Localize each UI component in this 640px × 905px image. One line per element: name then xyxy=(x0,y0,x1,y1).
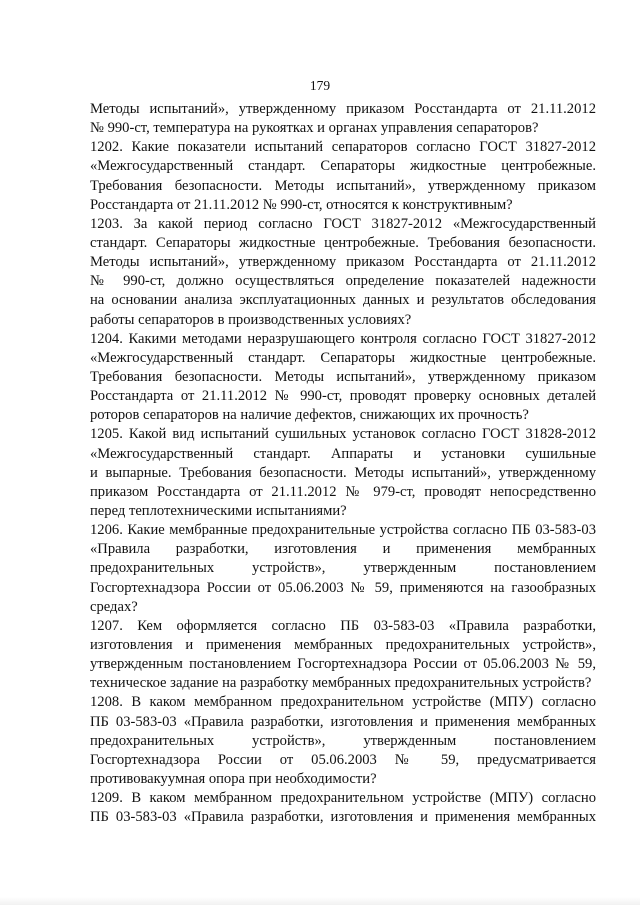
text-line: 1203. За какой период согласно ГОСТ 31827-2012 «Межгосударственный xyxy=(90,215,596,232)
text-line: Росстандарта от 21.11.2012 № 990-ст, относятся к конструктивным? xyxy=(90,196,513,213)
text-line: Росстандарта от 21.11.2012 № 990-ст, проводят проверку основных деталей xyxy=(90,388,596,405)
text-line: Госгортехнадзора России от 05.06.2003 № 59, применяются на газообразных xyxy=(90,579,596,596)
text-line: утвержденным постановлением Госгортехнадзора России от 05.06.2003 № 59, xyxy=(90,656,596,673)
text-line: роторов сепараторов на наличие дефектов, снижающих их прочность? xyxy=(90,407,529,424)
text-line: 1206. Какие мембранные предохранительные устройства согласно ПБ 03-583-03 xyxy=(90,522,596,539)
text-line: «Межгосударственный стандарт. Сепараторы жидкостные центробежные. xyxy=(90,158,596,175)
text-line: 1205. Какой вид испытаний сушильных установок согласно ГОСТ 31828-2012 xyxy=(90,426,596,443)
page-number: 179 xyxy=(309,78,331,93)
text-line: на основании анализа эксплуатационных данных и результатов обследования xyxy=(90,292,596,309)
text-line: изготовления и применения мембранных предохранительных устройств», xyxy=(90,636,596,653)
text-line: предохранительных устройств», утвержденным постановлением xyxy=(90,560,596,577)
text-line: техническое задание на разработку мембранных предохранительных устройств? xyxy=(90,675,592,692)
scan-bottom-edge xyxy=(0,897,640,905)
text-line: «Межгосударственный стандарт. Аппараты и установки сушильные xyxy=(90,445,596,462)
text-line: 1209. В каком мембранном предохранительном устройстве (МПУ) согласно xyxy=(90,790,596,807)
text-line: и выпарные. Требования безопасности. Методы испытаний», утвержденному xyxy=(90,464,596,481)
text-line: «Межгосударственный стандарт. Сепараторы жидкостные центробежные. xyxy=(90,349,596,366)
text-line: работы сепараторов в производственных условиях? xyxy=(90,311,412,328)
text-line: ПБ 03-583-03 «Правила разработки, изготовления и применения мембранных xyxy=(90,809,596,826)
text-line: приказом Росстандарта от 21.11.2012 № 979-ст, проводят непосредственно xyxy=(90,483,596,500)
text-line: средах? xyxy=(90,598,138,615)
text-line: 1208. В каком мембранном предохранительном устройстве (МПУ) согласно xyxy=(90,694,596,711)
text-line: Методы испытаний», утвержденному приказом Росстандарта от 21.11.2012 xyxy=(90,101,596,117)
text-line: стандарт. Сепараторы жидкостные центробежные. Требования безопасности. xyxy=(90,234,596,251)
text-line: противовакуумная опора при необходимости? xyxy=(90,770,377,787)
text-line: № 990-ст, температура на рукоятках и органах управления сепараторов? xyxy=(90,120,539,137)
text-line: Методы испытаний», утвержденному приказом Росстандарта от 21.11.2012 xyxy=(90,254,596,271)
text-line: Требования безопасности. Методы испытаний», утвержденному приказом xyxy=(90,368,596,385)
text-line: 1202. Какие показатели испытаний сепараторов согласно ГОСТ 31827-2012 xyxy=(90,139,596,156)
text-line: предохранительных устройств», утвержденным постановлением xyxy=(90,732,596,749)
text-line: Требования безопасности. Методы испытаний», утвержденному приказом xyxy=(90,177,596,194)
text-line: № 990-ст, должно осуществляться определение показателей надежности xyxy=(90,273,596,290)
text-line: Госгортехнадзора России от 05.06.2003 № 59, предусматривается xyxy=(90,751,596,768)
text-line: «Правила разработки, изготовления и применения мембранных xyxy=(90,541,596,558)
text-line: перед теплотехническими испытаниями? xyxy=(90,502,347,519)
text-line: 1207. Кем оформляется согласно ПБ 03-583-03 «Правила разработки, xyxy=(90,617,596,634)
text-line: 1204. Какими методами неразрушающего контроля согласно ГОСТ 31827-2012 xyxy=(90,330,596,347)
text-line: ПБ 03-583-03 «Правила разработки, изготовления и применения мембранных xyxy=(90,713,596,730)
body-text xyxy=(90,100,596,827)
